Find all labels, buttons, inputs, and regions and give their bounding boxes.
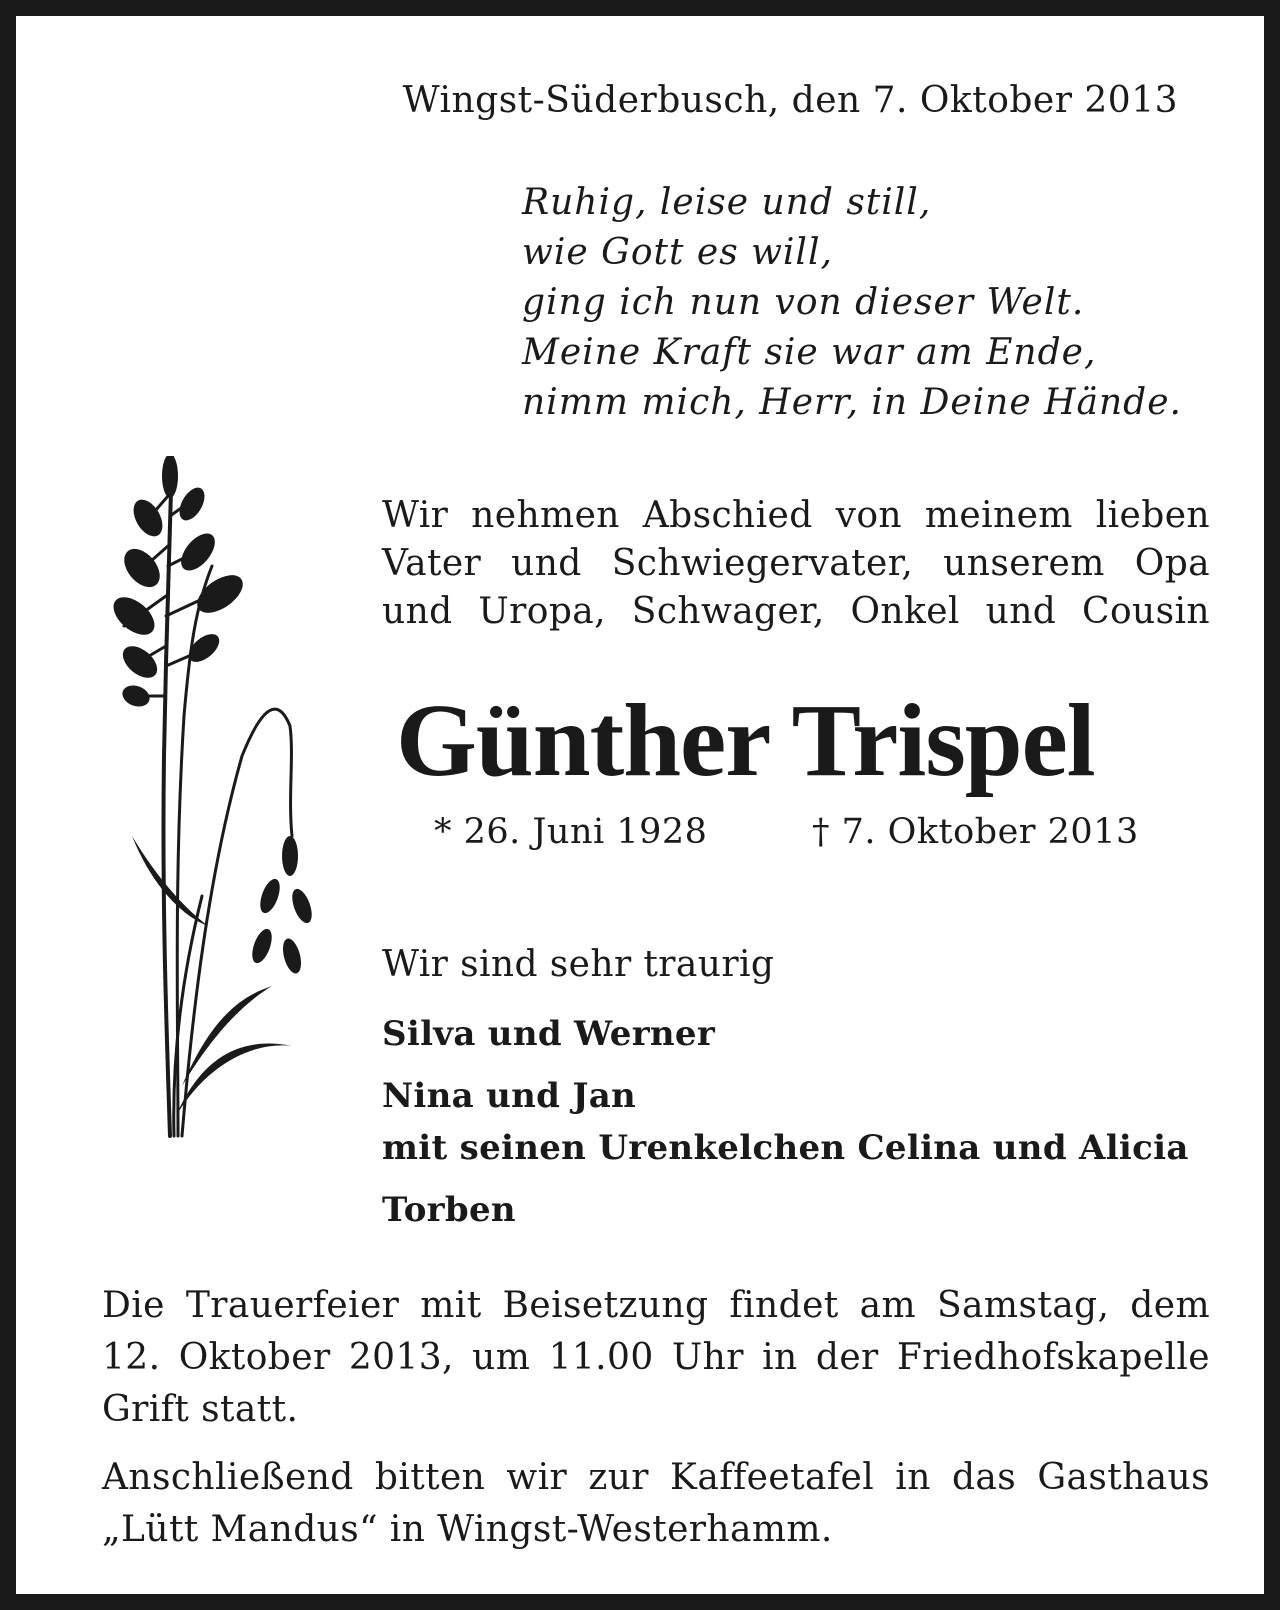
family-member: Nina und Jan xyxy=(382,1076,637,1116)
poem-line: nimm mich, Herr, in Deine Hände. xyxy=(522,382,1182,423)
poem-line: Meine Kraft sie war am Ende, xyxy=(522,332,1097,373)
poem-line: Ruhig, leise und still, xyxy=(522,182,932,223)
mourning-line: Wir sind sehr traurig xyxy=(382,944,775,985)
birth-date: * 26. Juni 1928 xyxy=(434,812,708,852)
ceremony-line: Grift statt. xyxy=(102,1389,299,1430)
farewell-line: Wir nehmen Abschied von meinem lieben xyxy=(382,495,1210,536)
farewell-line: und Uropa, Schwager, Onkel und Cousin xyxy=(382,591,1210,632)
farewell-line: Vater und Schwiegervater, unserem Opa xyxy=(382,543,1210,584)
deceased-name: Günther Trispel xyxy=(396,683,1095,798)
ceremony-text xyxy=(102,1280,1210,1436)
poem xyxy=(522,178,1182,428)
death-date: † 7. Oktober 2013 xyxy=(812,812,1139,852)
family-member: Torben xyxy=(382,1190,516,1230)
place-date: Wingst-Süderbusch, den 7. Oktober 2013 xyxy=(402,80,1178,121)
coffee-line: Anschließend bitten wir zur Kaffeetafel in das Gasthaus xyxy=(102,1457,1210,1498)
poem-line: ging ich nun von dieser Welt. xyxy=(522,282,1085,323)
ceremony-line: Die Trauerfeier mit Beisetzung findet am Samstag, dem xyxy=(102,1285,1210,1326)
farewell-text xyxy=(382,492,1210,636)
poem-line: wie Gott es will, xyxy=(522,232,833,273)
family-member: mit seinen Urenkelchen Celina und Alicia xyxy=(382,1128,1189,1168)
ceremony-line: 12. Oktober 2013, um 11.00 Uhr in der Friedhofskapelle xyxy=(102,1337,1210,1378)
family-member: Silva und Werner xyxy=(382,1014,716,1054)
grass-icon xyxy=(112,456,332,1176)
coffee-text xyxy=(102,1452,1210,1556)
coffee-line: „Lütt Mandus“ in Wingst-Westerhamm. xyxy=(102,1509,833,1550)
